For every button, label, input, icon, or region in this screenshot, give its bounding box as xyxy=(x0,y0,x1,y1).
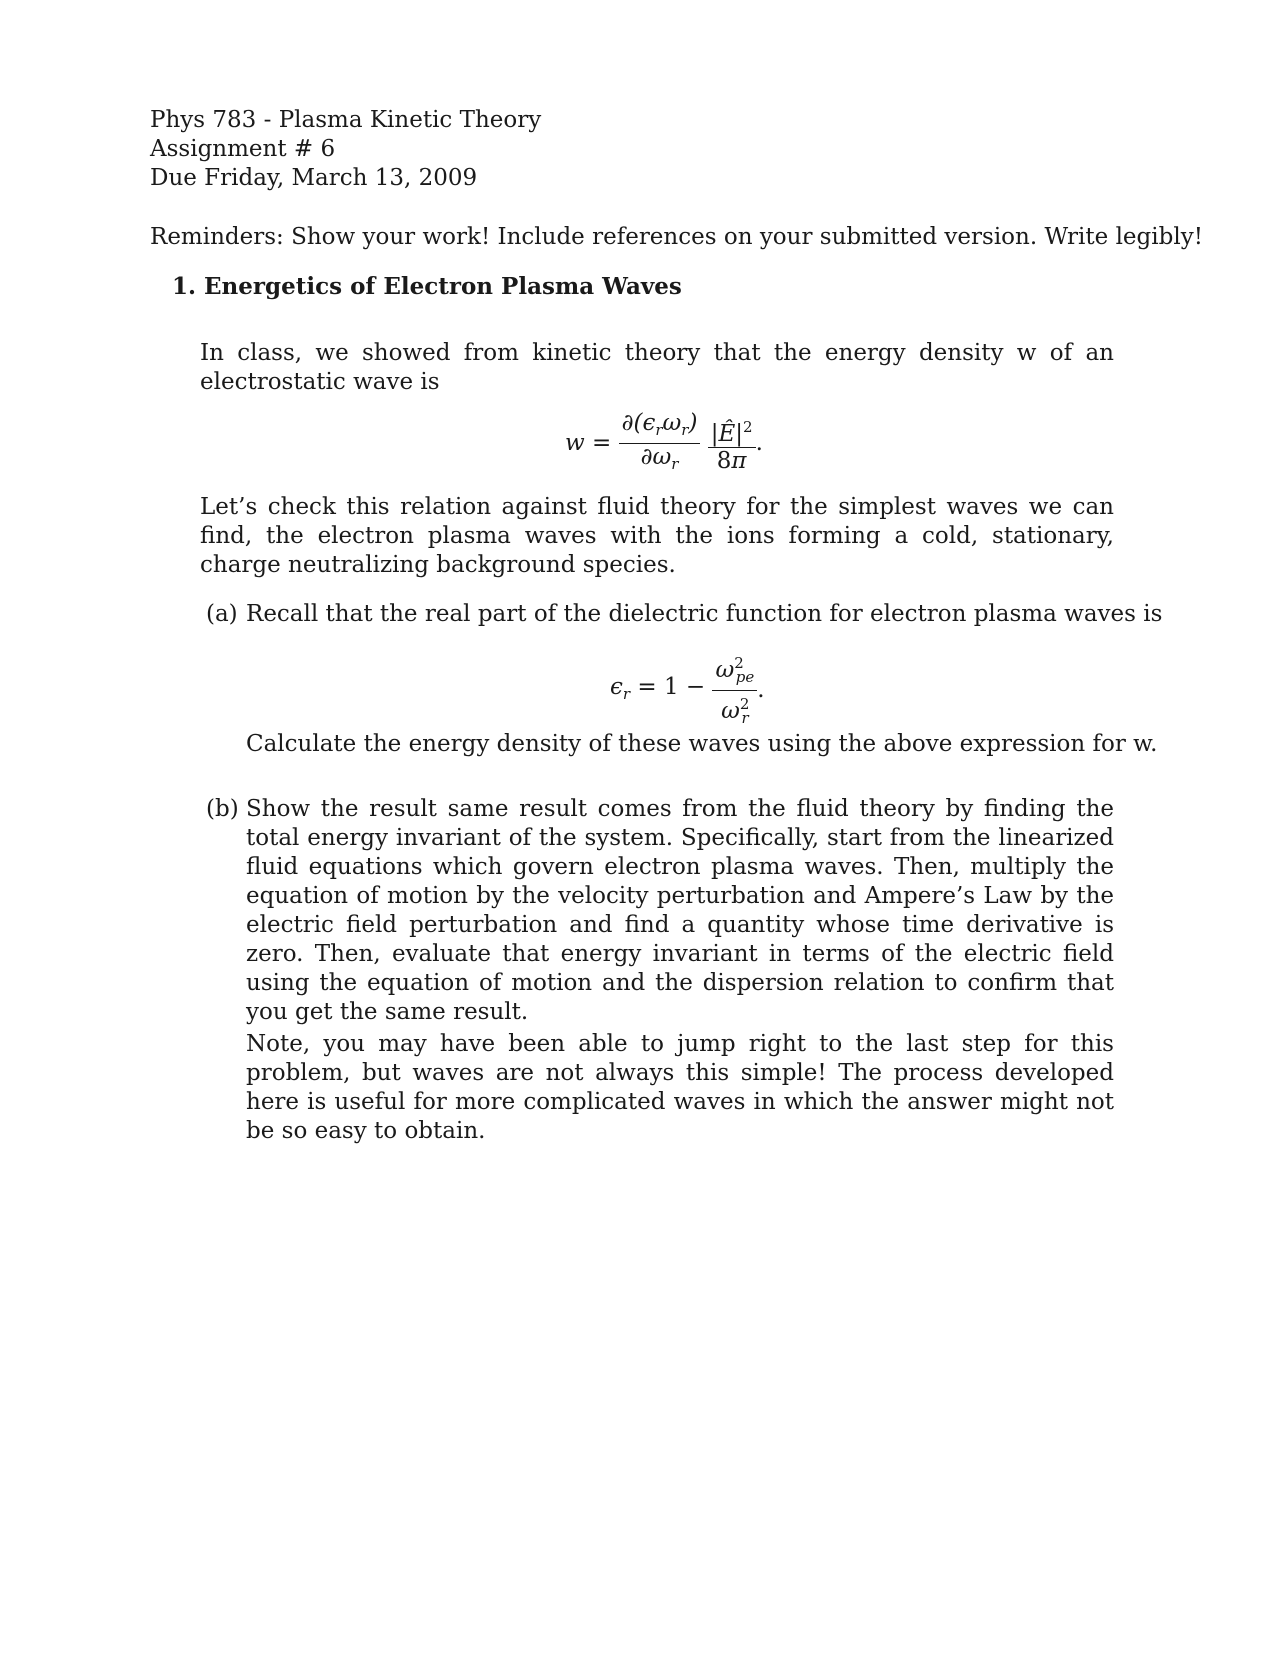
eq1-denominator-2: 8π xyxy=(716,447,747,474)
problem-number: 1. xyxy=(172,273,197,300)
eq1-fraction-derivative xyxy=(619,410,701,477)
eq1-numerator: $\partial(\epsilon_r\omega_r)$ xyxy=(619,410,701,444)
eq2-denominator: $\omega^2_r$ xyxy=(721,695,750,727)
eq2-fraction xyxy=(712,650,757,731)
part-b-text: Show the result same result comes from the fluid theory by finding the total energy invariant of the system. Specifically, start from the linearized fluid equations which govern electron plasma waves. Then, multiply the equation of motion by the velocity perturbation and Ampere’s Law by the electric field perturbation and find a quantity whose time derivative is zero. Then, evaluate that energy invariant in terms of the electric field using the equation of motion and the dispersion relation to confirm that you get the same result. xyxy=(246,796,1114,1025)
part-a-text: Recall that the real part of the dielectric function for electron plasma waves is xyxy=(246,601,1163,627)
dielectric-equation: $\epsilon_r = 1$ − $\frac{\omega^2_{pe}}{\omega^2_r}$ . xyxy=(610,650,765,731)
eq1-lhs: w = xyxy=(565,430,612,456)
problem-intro: In class, we showed from kinetic theory that the energy density w of an electrostatic wave is xyxy=(200,340,1114,395)
check-paragraph: Let’s check this relation against fluid theory for the simplest waves we can find, the electron plasma waves with the ions forming a cold, stationary, charge neutralizing background species. xyxy=(200,494,1114,578)
part-b-label: (b) xyxy=(206,796,239,822)
eq1-denominator: $\partial\omega_r$ xyxy=(640,444,679,473)
energy-density-equation: w = $\frac{\partial(\epsilon_r\omega_r)}{\partial\omega_r}$ $\frac{|Ê|^2}{8\pi}$ . xyxy=(565,410,763,477)
eq2-numerator: $\omega^2_{pe}$ xyxy=(712,650,757,691)
part-b-note: Note, you may have been able to jump right to the last step for this problem, but waves are not always this simple! The process developed here is useful for more complicated waves in which the answer might not be so easy to obtain. xyxy=(246,1031,1114,1144)
part-a-label: (a) xyxy=(206,601,238,627)
eq2-lhs: $\epsilon_r = 1$ − xyxy=(610,673,713,703)
assignment-number: Assignment # 6 xyxy=(150,136,336,162)
reminders-text: Reminders: Show your work! Include references on your submitted version. Write legibly! xyxy=(150,224,1203,250)
problem-title: Energetics of Electron Plasma Waves xyxy=(204,273,682,300)
eq1-numerator-2: $|Ê|^2$ xyxy=(708,414,756,448)
problem-heading xyxy=(172,272,682,301)
part-a-follow: Calculate the energy density of these waves using the above expression for w. xyxy=(246,731,1158,757)
eq1-fraction-field xyxy=(708,414,756,474)
due-date: Due Friday, March 13, 2009 xyxy=(150,165,478,191)
course-title: Phys 783 - Plasma Kinetic Theory xyxy=(150,107,542,133)
